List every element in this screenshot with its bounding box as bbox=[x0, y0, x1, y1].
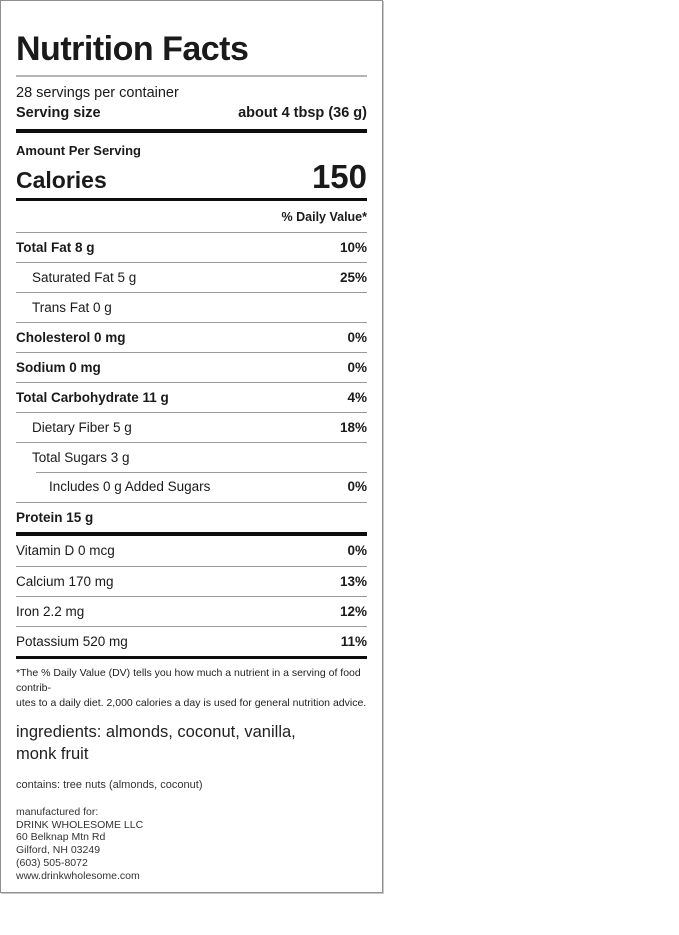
vitamin-dv: 12% bbox=[339, 603, 367, 619]
nutrient-dv: 0% bbox=[347, 329, 367, 345]
nutrient-row-dietary-fiber bbox=[16, 412, 367, 442]
nutrient-row-total-carbohydrate bbox=[16, 382, 367, 412]
nutrient-name: Saturated Fat 5 g bbox=[32, 269, 137, 285]
title-divider bbox=[16, 75, 367, 77]
manufactured-for-label: manufactured for: bbox=[16, 805, 99, 818]
label-title: Nutrition Facts bbox=[16, 30, 249, 68]
nutrient-row-sodium bbox=[16, 352, 367, 382]
manufacturer-block bbox=[16, 806, 367, 883]
daily-value-header: % Daily Value* bbox=[281, 209, 367, 224]
vitamin-name: Calcium 170 mg bbox=[16, 573, 114, 589]
manufacturer-phone: (603) 505-8072 bbox=[16, 856, 88, 869]
manufacturer-city: Gilford, NH 03249 bbox=[16, 844, 101, 857]
nutrient-name: Sodium 0 mg bbox=[16, 359, 101, 375]
manufacturer-street: 60 Belknap Mtn Rd bbox=[16, 831, 106, 844]
servings-per-container: 28 servings per container bbox=[16, 85, 179, 102]
vitamin-row-vitamin-d bbox=[16, 536, 367, 566]
manufacturer-website: www.drinkwholesome.com bbox=[16, 869, 140, 882]
nutrient-name: Dietary Fiber 5 g bbox=[32, 419, 132, 435]
nutrient-dv: 25% bbox=[339, 269, 367, 285]
vitamin-dv: 0% bbox=[347, 543, 367, 559]
nutrient-row-saturated-fat bbox=[16, 262, 367, 292]
nutrient-name: Total Sugars 3 g bbox=[32, 449, 130, 465]
nutrient-dv: 0% bbox=[347, 479, 367, 495]
calories-value: 150 bbox=[311, 158, 367, 196]
vitamin-name: Potassium 520 mg bbox=[16, 633, 128, 649]
vitamin-dv: 11% bbox=[340, 633, 367, 649]
vitamin-row-calcium bbox=[16, 566, 367, 596]
nutrient-row-trans-fat bbox=[16, 292, 367, 322]
vitamin-row-potassium bbox=[16, 626, 367, 656]
ingredients-text bbox=[16, 722, 367, 764]
footnote-line: utes to a daily diet. 2,000 calories a day is used for general nutrition advice. bbox=[16, 697, 367, 710]
nutrient-dv: 18% bbox=[339, 419, 367, 435]
serving-size-label: Serving size bbox=[16, 105, 101, 122]
nutrient-row-protein bbox=[16, 502, 367, 532]
vitamin-rows bbox=[16, 536, 367, 656]
footnote-line: *The % Daily Value (DV) tells you how much a nutrient in a serving of food contrib- bbox=[16, 666, 361, 695]
calories-label: Calories bbox=[16, 166, 107, 193]
vitamin-name: Vitamin D 0 mcg bbox=[16, 543, 115, 559]
vitamin-row-iron bbox=[16, 596, 367, 626]
nutrient-name: Trans Fat 0 g bbox=[32, 299, 112, 315]
allergen-statement: contains: tree nuts (almonds, coconut) bbox=[16, 778, 203, 791]
nutrient-rows bbox=[16, 232, 367, 532]
amount-per-serving-label: Amount Per Serving bbox=[16, 143, 141, 159]
nutrient-name: Total Carbohydrate 11 g bbox=[16, 389, 169, 405]
serving-size-row bbox=[16, 105, 367, 129]
serving-size-value: about 4 tbsp (36 g) bbox=[238, 105, 367, 122]
nutrient-name: Cholesterol 0 mg bbox=[16, 329, 126, 345]
vitamin-name: Iron 2.2 mg bbox=[16, 603, 85, 619]
nutrient-name: Protein 15 g bbox=[16, 509, 94, 525]
nutrient-dv: 4% bbox=[347, 389, 367, 405]
calories-row bbox=[16, 158, 367, 197]
daily-value-footnote bbox=[16, 659, 367, 712]
ingredients-line: ingredients: almonds, coconut, vanilla, bbox=[16, 723, 296, 742]
nutrient-row-total-fat bbox=[16, 232, 367, 262]
nutrient-dv: 10% bbox=[339, 239, 367, 255]
ingredients-line: monk fruit bbox=[16, 744, 89, 763]
nutrient-dv: 0% bbox=[347, 359, 367, 375]
nutrient-row-cholesterol bbox=[16, 322, 367, 352]
nutrient-row-total-sugars bbox=[16, 442, 367, 472]
vitamin-dv: 13% bbox=[339, 573, 367, 589]
nutrient-row-added-sugars bbox=[16, 472, 367, 502]
nutrient-name: Includes 0 g Added Sugars bbox=[49, 479, 211, 495]
nutrient-name: Total Fat 8 g bbox=[16, 239, 95, 255]
manufacturer-name: DRINK WHOLESOME LLC bbox=[16, 818, 144, 831]
